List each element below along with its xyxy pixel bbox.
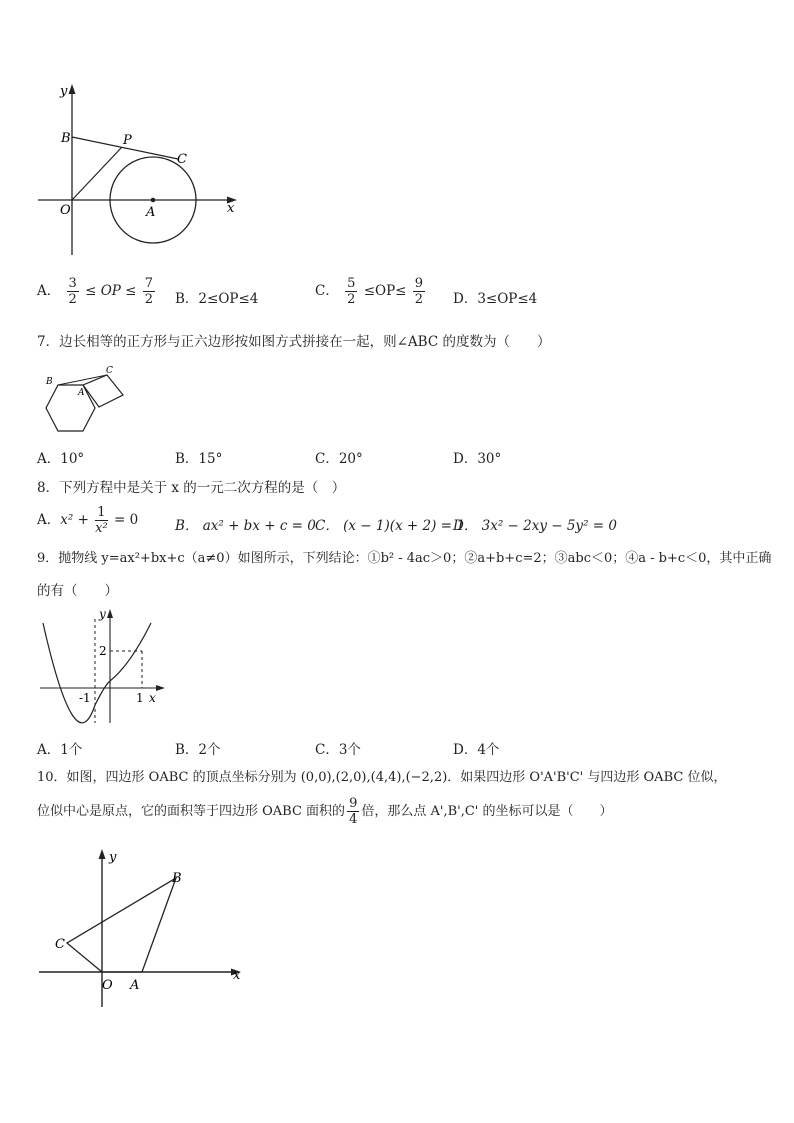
center-point <box>151 198 156 203</box>
segment-op <box>72 147 122 200</box>
q8-option-c[interactable]: C． (x − 1)(x + 2) = 1 <box>315 518 465 534</box>
segment-bc <box>58 375 107 385</box>
square <box>83 375 123 407</box>
label-x: x <box>233 968 241 983</box>
fraction: $\frac{5}{2}$ <box>347 276 356 307</box>
y-axis-arrow <box>107 609 113 618</box>
q10-stem-line2: 位似中心是原点，它的面积等于四边形 OABC 面积的 $\frac{9}{4}$ 倍，那么点 A',B',C' 的坐标可以是（ ） <box>37 796 613 827</box>
q8-option-a[interactable]: A．x² + $\frac{1}{\text{x²}}$ = 0 <box>37 505 139 536</box>
label-b: B <box>172 871 182 886</box>
label-y: y <box>99 607 106 621</box>
q6-option-a[interactable]: A． $\frac{3}{2}$ ≤ OP ≤ $\frac{7}{2}$ <box>37 276 154 307</box>
label-x: x <box>227 201 235 216</box>
label-2: 2 <box>99 644 107 658</box>
q6-option-d[interactable]: D．3≤OP≤4 <box>453 291 538 307</box>
fraction: $\frac{9}{2}$ <box>414 276 424 307</box>
q9-option-d[interactable]: D．4个 <box>453 742 500 758</box>
q6-option-b[interactable]: B．2≤OP≤4 <box>175 291 259 307</box>
parabola <box>43 623 151 723</box>
label-y: y <box>109 850 117 865</box>
fraction: $\frac{7}{2}$ <box>144 276 154 307</box>
quadrilateral-oabc <box>67 878 176 972</box>
q10-figure <box>35 845 250 1010</box>
y-axis-arrow <box>99 849 106 859</box>
label-c: C <box>177 152 187 167</box>
label-o: O <box>60 203 71 218</box>
q9-option-a[interactable]: A．1个 <box>37 742 83 758</box>
q9-stem-line1: 9．抛物线 y=ax²+bx+c（a≠0）如图所示，下列结论：①b² - 4ac＞0；②a+b+c=2；③abc＜0；④a - b+c＜0，其中正确 <box>37 551 772 566</box>
label-o: O <box>102 978 113 993</box>
q9-option-b[interactable]: B．2个 <box>175 742 221 758</box>
q7-option-a[interactable]: A．10° <box>37 451 85 467</box>
q8-option-b[interactable]: B． ax² + bx + c = 0 <box>175 518 316 534</box>
label-b: B <box>61 131 71 146</box>
q7-option-d[interactable]: D．30° <box>453 451 502 467</box>
label-a: A <box>78 388 85 398</box>
label-neg1: -1 <box>79 691 91 705</box>
label-c: C <box>106 366 113 376</box>
fraction: $\frac{1}{\text{x²}}$ <box>95 505 108 536</box>
label-p: P <box>123 133 132 148</box>
label-b: B <box>46 377 53 387</box>
x-axis-arrow <box>156 685 165 691</box>
q9-option-c[interactable]: C．3个 <box>315 742 361 758</box>
label-x: x <box>149 691 156 705</box>
q6-figure <box>30 80 250 265</box>
fraction: $\frac{9}{4}$ <box>349 796 358 827</box>
label-c: C <box>55 937 65 952</box>
q8-stem: 8．下列方程中是关于 x 的一元二次方程的是（ ） <box>37 480 346 496</box>
label-y: y <box>60 84 68 99</box>
q9-figure <box>35 605 170 730</box>
label-1: 1 <box>136 691 144 705</box>
fraction: $\frac{3}{2}$ <box>68 276 77 307</box>
q10-stem-line1: 10．如图，四边形 OABC 的顶点坐标分别为 (0,0),(2,0),(4,4),(−2,2)．如果四边形 O'A'B'C' 与四边形 OABC 位似， <box>37 770 727 785</box>
q7-figure <box>35 365 135 440</box>
label-a: A <box>146 205 156 220</box>
q7-stem: 7．边长相等的正方形与正六边形按如图方式拼接在一起，则∠ABC 的度数为（ ） <box>37 334 551 350</box>
q9-stem-line2: 的有（ ） <box>37 583 118 599</box>
label-a: A <box>130 978 140 993</box>
q6-option-c[interactable]: C． $\frac{5}{2}$ ≤OP≤ $\frac{9}{2}$ <box>315 276 424 307</box>
q7-option-c[interactable]: C．20° <box>315 451 363 467</box>
y-axis-arrow <box>69 84 76 94</box>
q8-option-d[interactable]: D． 3x² − 2xy − 5y² = 0 <box>453 518 617 534</box>
q7-option-b[interactable]: B．15° <box>175 451 223 467</box>
